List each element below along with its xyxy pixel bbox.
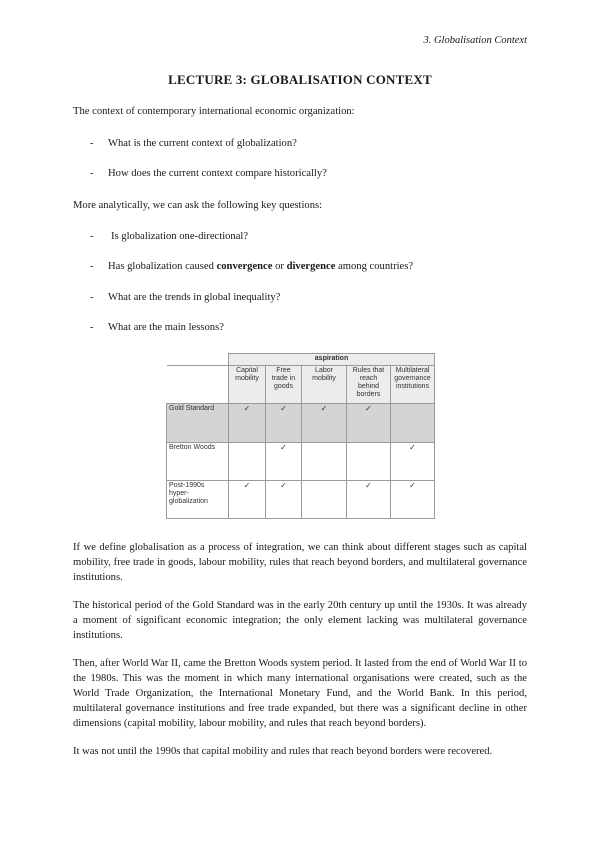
bullet-dash: - [90, 168, 94, 179]
check-cell [229, 442, 266, 480]
column-header: Multilateral governance institutions [391, 366, 435, 404]
convergence-term: convergence [216, 261, 273, 272]
list-item-text: What are the main lessons? [108, 322, 224, 333]
bullet-dash: - [90, 322, 94, 333]
list-item [90, 320, 224, 335]
check-cell: ✓ [347, 404, 391, 442]
check-cell: ✓ [229, 404, 266, 442]
divergence-term: divergence [286, 261, 336, 272]
bullet-dash: - [90, 231, 94, 242]
analytic-intro-text: More analytically, we can ask the following key questions: [73, 200, 323, 211]
column-header: Free trade in goods [266, 366, 302, 404]
intro-text: The context of contemporary international economic organization: [73, 106, 355, 117]
check-cell: ✓ [302, 404, 347, 442]
running-header: 3. Globalisation Context [423, 35, 527, 46]
check-cell: ✓ [347, 480, 391, 518]
table-row [167, 404, 435, 442]
row-label: Post-1990s hyper-globalization [167, 480, 229, 518]
bullet-dash: - [90, 292, 94, 303]
list-item [90, 136, 297, 151]
column-header: Capital mobility [229, 366, 266, 404]
row-label: Bretton Woods [167, 442, 229, 480]
list-item [90, 166, 327, 181]
check-cell [302, 480, 347, 518]
list-item-text: How does the current context compare historically? [108, 168, 327, 179]
page-title: LECTURE 3: GLOBALISATION CONTEXT [168, 72, 432, 87]
list-item-text: What are the trends in global inequality? [108, 292, 281, 303]
list-item [90, 259, 413, 274]
check-cell [347, 442, 391, 480]
check-cell [391, 404, 435, 442]
column-header: Rules that reach behind borders [347, 366, 391, 404]
table-group-header: aspiration [229, 354, 435, 366]
list-item-text: among countries? [335, 261, 414, 272]
list-item [90, 229, 248, 244]
list-item [90, 290, 280, 305]
list-item-text: Is globalization one-directional? [111, 231, 249, 242]
check-cell: ✓ [391, 480, 435, 518]
list-item-text: What is the current context of globalization? [108, 138, 297, 149]
paragraph: It was not until the 1990s that capital mobility and rules that reach beyond borders were recovered. [73, 746, 493, 757]
check-cell [302, 442, 347, 480]
paragraph: If we define globalisation as a process of integration, we can think about different stages such as capital mobility, free trade in goods, labour mobility, rules that reach beyond borders, and multilateral governance institutions. [73, 542, 527, 583]
check-cell: ✓ [266, 480, 302, 518]
check-cell: ✓ [391, 442, 435, 480]
paragraph: The historical period of the Gold Standard was in the early 20th century up until the 1930s. It was already a moment of significant economic integration; the only element lacking was multilateral governance institutions. [73, 600, 527, 641]
table-corner [167, 354, 229, 366]
paragraph: Then, after World War II, came the Bretton Woods system period. It lasted from the end of World War II to the 1980s. This was the moment in which many international organisations were created, such as the World Trade Organization, the International Monetary Fund, and the World Bank. In this period, multilateral governance institutions and free trade expanded, but there was a significant decline in other dimensions (capital mobility, labour mobility, and rules that reach beyond borders). [73, 658, 527, 729]
table-corner [167, 366, 229, 404]
column-header: Labor mobility [302, 366, 347, 404]
table-row [167, 480, 435, 518]
list-item-text: or [272, 261, 287, 272]
bullet-dash: - [90, 261, 94, 272]
check-cell: ✓ [229, 480, 266, 518]
table-row [167, 442, 435, 480]
check-cell: ✓ [266, 404, 302, 442]
check-cell: ✓ [266, 442, 302, 480]
row-label: Gold Standard [167, 404, 229, 442]
globalisation-stages-table [166, 353, 434, 519]
list-item-text: Has globalization caused [108, 261, 217, 272]
bullet-dash: - [90, 138, 94, 149]
